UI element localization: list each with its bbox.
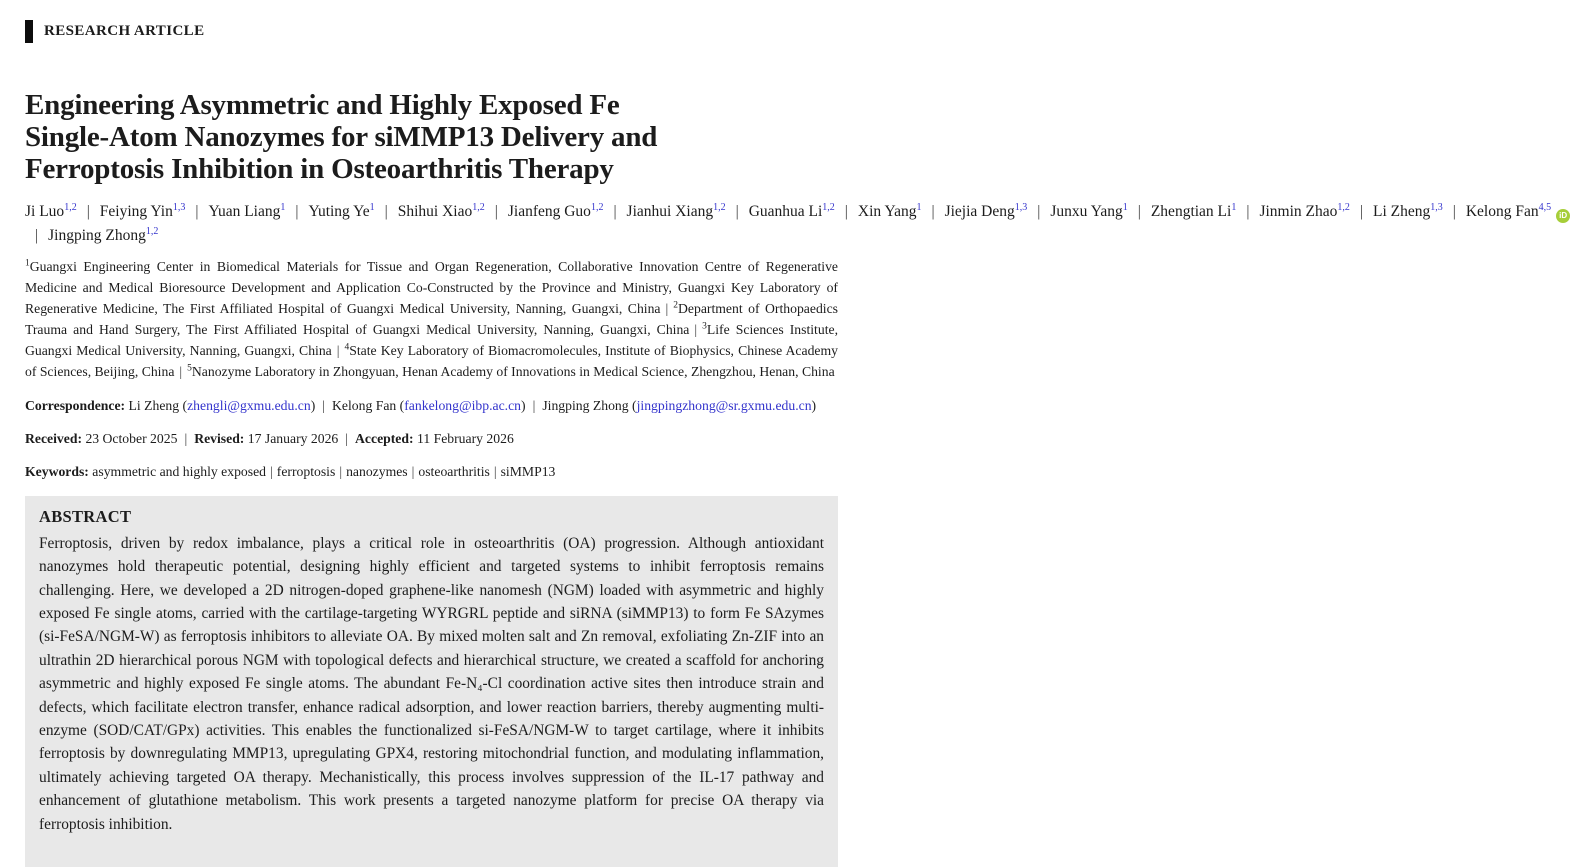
author-affiliation-sup: 1 (916, 201, 922, 213)
kicker-bar (25, 20, 33, 43)
author-name: Ji Luo (25, 203, 65, 220)
separator-pipe: | (345, 430, 349, 446)
author-affiliation-sup: 1 (1231, 201, 1237, 213)
affiliations (25, 256, 838, 382)
author-item (1151, 203, 1237, 220)
affiliation-number: 4 (344, 342, 350, 353)
author-item (508, 203, 604, 220)
correspondent-email-link[interactable]: jingpingzhong@sr.gxmu.edu.cn (636, 397, 812, 413)
date-label: Received: (25, 430, 83, 446)
abstract-heading: ABSTRACT (39, 506, 132, 526)
separator-pipe: | (195, 203, 199, 220)
keyword-item: siMMP13 (500, 463, 556, 479)
affiliation-number: 3 (702, 321, 707, 332)
keyword-item: nanozymes (346, 463, 408, 479)
author-name: Jingping Zhong (48, 227, 146, 244)
author-affiliation-sup: 1,2 (713, 201, 726, 213)
date-value: 23 October 2025 (82, 430, 178, 446)
author-item (100, 203, 186, 220)
author-name: Xin Yang (857, 203, 917, 220)
title-line: Engineering Asymmetric and Highly Exposed Fe (25, 89, 620, 121)
separator-pipe: | (339, 463, 343, 479)
separator-pipe: | (694, 322, 698, 337)
author-affiliation-sup: 1,2 (472, 201, 485, 213)
affiliation-text: Guangxi Engineering Center in Biomedical Materials for Tissue and Organ Regeneration, Collaborative Innovation Centre of Regenerative Medicine and Medical Bioresource Development and Application Co-Constructed by the Province and Ministry, Guangxi Key Laboratory of Regenerative Medicine, The First Affiliated Hospital of Guangxi Medical University, Nanning, Guangxi, China (25, 259, 838, 316)
correspondent-email-link[interactable]: zhengli@gxmu.edu.cn (187, 397, 311, 413)
author-affiliation-sup: 1,3 (1014, 201, 1028, 213)
author-name: Junxu Yang (1050, 203, 1123, 220)
title-line: Single-Atom Nanozymes for siMMP13 Delivery and (25, 121, 658, 153)
author-item (208, 203, 285, 220)
keywords-label: Keywords: (25, 463, 89, 479)
separator-pipe: | (411, 463, 415, 479)
author-name: Jianhui Xiang (626, 203, 714, 220)
correspondent-name: Jingping Zhong ( (542, 397, 637, 413)
author-affiliation-sup: 1,2 (145, 225, 159, 237)
author-affiliation-sup: 1 (280, 201, 286, 213)
article-title (25, 89, 838, 185)
keyword-item: ferroptosis (276, 463, 336, 479)
author-item (48, 227, 158, 244)
date-value: 11 February 2026 (413, 430, 514, 446)
author-affiliation-sup: 1,3 (1430, 201, 1443, 213)
author-name: Jiejia Deng (944, 203, 1015, 220)
orcid-icon[interactable]: iD (1556, 209, 1570, 223)
author-affiliation-sup: 1,2 (64, 201, 77, 213)
separator-pipe: | (384, 203, 388, 220)
separator-pipe: | (931, 203, 935, 220)
correspondent-email-link[interactable]: fankelong@ibp.ac.cn (404, 397, 521, 413)
separator-pipe: | (35, 227, 39, 244)
separator-pipe: | (1452, 203, 1456, 220)
author-affiliation-sup: 1 (1122, 201, 1128, 213)
author-item (945, 203, 1028, 220)
correspondent-name: Li Zheng ( (128, 397, 188, 413)
author-name: Jianfeng Guo (507, 203, 591, 220)
separator-pipe: | (1246, 203, 1250, 220)
article-type-banner (25, 20, 838, 43)
separator-pipe: | (1137, 203, 1141, 220)
author-name: Shihui Xiao (397, 203, 473, 220)
separator-pipe: | (295, 203, 299, 220)
date-label: Accepted: (355, 430, 414, 446)
abstract-box (25, 496, 838, 867)
affiliation-text: State Key Laboratory of Biomacromolecules, Institute of Biophysics, Chinese Academy of Sciences, Beijing, China (25, 343, 838, 379)
author-item (749, 203, 835, 220)
separator-pipe: | (735, 203, 739, 220)
author-name: Jinmin Zhao (1259, 203, 1338, 220)
separator-pipe: | (493, 463, 497, 479)
article-type-label: RESEARCH ARTICLE (44, 23, 205, 39)
separator-pipe: | (844, 203, 848, 220)
author-name: Guanhua Li (748, 203, 823, 220)
author-name: Yuan Liang (208, 203, 281, 220)
author-name: Yuting Ye (308, 203, 370, 220)
separator-pipe: | (665, 301, 669, 316)
author-affiliation-sup: 1,2 (1337, 201, 1350, 213)
separator-pipe: | (270, 463, 273, 479)
affiliation-number: 2 (673, 300, 679, 311)
author-item (1259, 203, 1349, 220)
author-item (627, 203, 726, 220)
author-item (1050, 203, 1127, 220)
author-name: Zhengtian Li (1150, 203, 1232, 220)
correspondent-name: Kelong Fan ( (332, 397, 405, 413)
author-name: Kelong Fan (1465, 203, 1539, 220)
affiliation-text: Nanozyme Laboratory in Zhongyuan, Henan Academy of Innovations in Medical Science, Zhengzhou, Henan, China (191, 364, 835, 379)
separator-pipe: | (1359, 203, 1363, 220)
author-item (858, 203, 922, 220)
separator-pipe: | (184, 430, 188, 446)
date-label: Revised: (194, 430, 245, 446)
author-name: Feiying Yin (99, 203, 173, 220)
author-item (1466, 203, 1570, 220)
correspondent-name-close: ) (310, 397, 316, 413)
separator-pipe: | (532, 397, 536, 413)
separator-pipe: | (322, 397, 326, 413)
author-affiliation-sup: 1,2 (822, 201, 835, 213)
keywords-line (25, 462, 838, 481)
author-affiliation-sup: 1,2 (590, 201, 604, 213)
affiliation-text: Department of Orthopaedics Trauma and Hand Surgery, The First Affiliated Hospital of Guangxi Medical University, Nanning, Guangxi, China (25, 301, 838, 337)
author-list (25, 200, 1568, 248)
author-name: Li Zheng (1373, 203, 1431, 220)
author-item (1373, 203, 1443, 220)
author-affiliation-sup: 1 (369, 201, 375, 213)
separator-pipe: | (613, 203, 617, 220)
separator-pipe: | (86, 203, 90, 220)
correspondence-label: Correspondence: (25, 397, 126, 413)
affiliation-number: 5 (187, 363, 192, 374)
correspondent-name-close: ) (521, 397, 526, 413)
author-affiliation-sup: 4,5 (1538, 201, 1552, 213)
separator-pipe: | (1037, 203, 1041, 220)
separator-pipe: | (494, 203, 498, 220)
separator-pipe: | (179, 364, 183, 379)
author-affiliation-sup: 1,3 (172, 201, 186, 213)
author-item (308, 203, 374, 220)
affiliation-number: 1 (25, 258, 30, 269)
separator-pipe: | (336, 343, 340, 358)
abstract-text: Ferroptosis, driven by redox imbalance, plays a critical role in osteoarthritis (OA) progression. Although antioxidant nanozymes hold therapeutic potential, designing highly efficient and targeted systems to inhibit ferroptosis remains challenging. Here, we developed a 2D nitrogen-doped graphene-like nanomesh (NGM) loaded with asymmetric and highly exposed Fe single atoms, carried with the cartilage-targeting WYRGRL peptide and siRNA (siMMP13) to form Fe SAzymes (si-FeSA/NGM-W) as ferroptosis inhibitors to alleviate OA. By mixed molten salt and Zn removal, exfoliating Zn-ZIF into an ultrathin 2D hierarchical porous NGM with topological defects and hierarchical structure, we created a scaffold for anchoring asymmetric and highly exposed Fe single atoms. The abundant Fe-N₄-Cl coordination active sites then introduce strain and defects, which facilitate electron transfer, enhance radical adsorption, and lower reaction barriers, thereby augmenting multi-enzyme (SOD/CAT/GPx) activities. This enables the functionalized si-FeSA/NGM-W to target cartilage, where it inhibits ferroptosis by downregulating MMP13, upregulating GPX4, restoring mitochondrial function, and modulating inflammation, ultimately achieving targeted OA therapy. Mechanistically, this process involves suppression of the IL-17 pathway and enhancement of glutathione metabolism. This work presents a targeted nanozyme platform for precise OA therapy via ferroptosis inhibition. (39, 534, 824, 833)
date-value: 17 January 2026 (244, 430, 339, 446)
keyword-item: osteoarthritis (418, 463, 490, 479)
correspondent-name-close: ) (811, 397, 817, 413)
dates-line (25, 429, 838, 448)
affiliation-text: Life Sciences Institute, Guangxi Medical University, Nanning, Guangxi, China (25, 322, 839, 358)
correspondence-line (25, 396, 838, 415)
title-line: Ferroptosis Inhibition in Osteoarthritis Therapy (25, 153, 614, 185)
author-item (25, 203, 77, 220)
author-item (398, 203, 485, 220)
keyword-item: asymmetric and highly exposed (92, 463, 267, 479)
